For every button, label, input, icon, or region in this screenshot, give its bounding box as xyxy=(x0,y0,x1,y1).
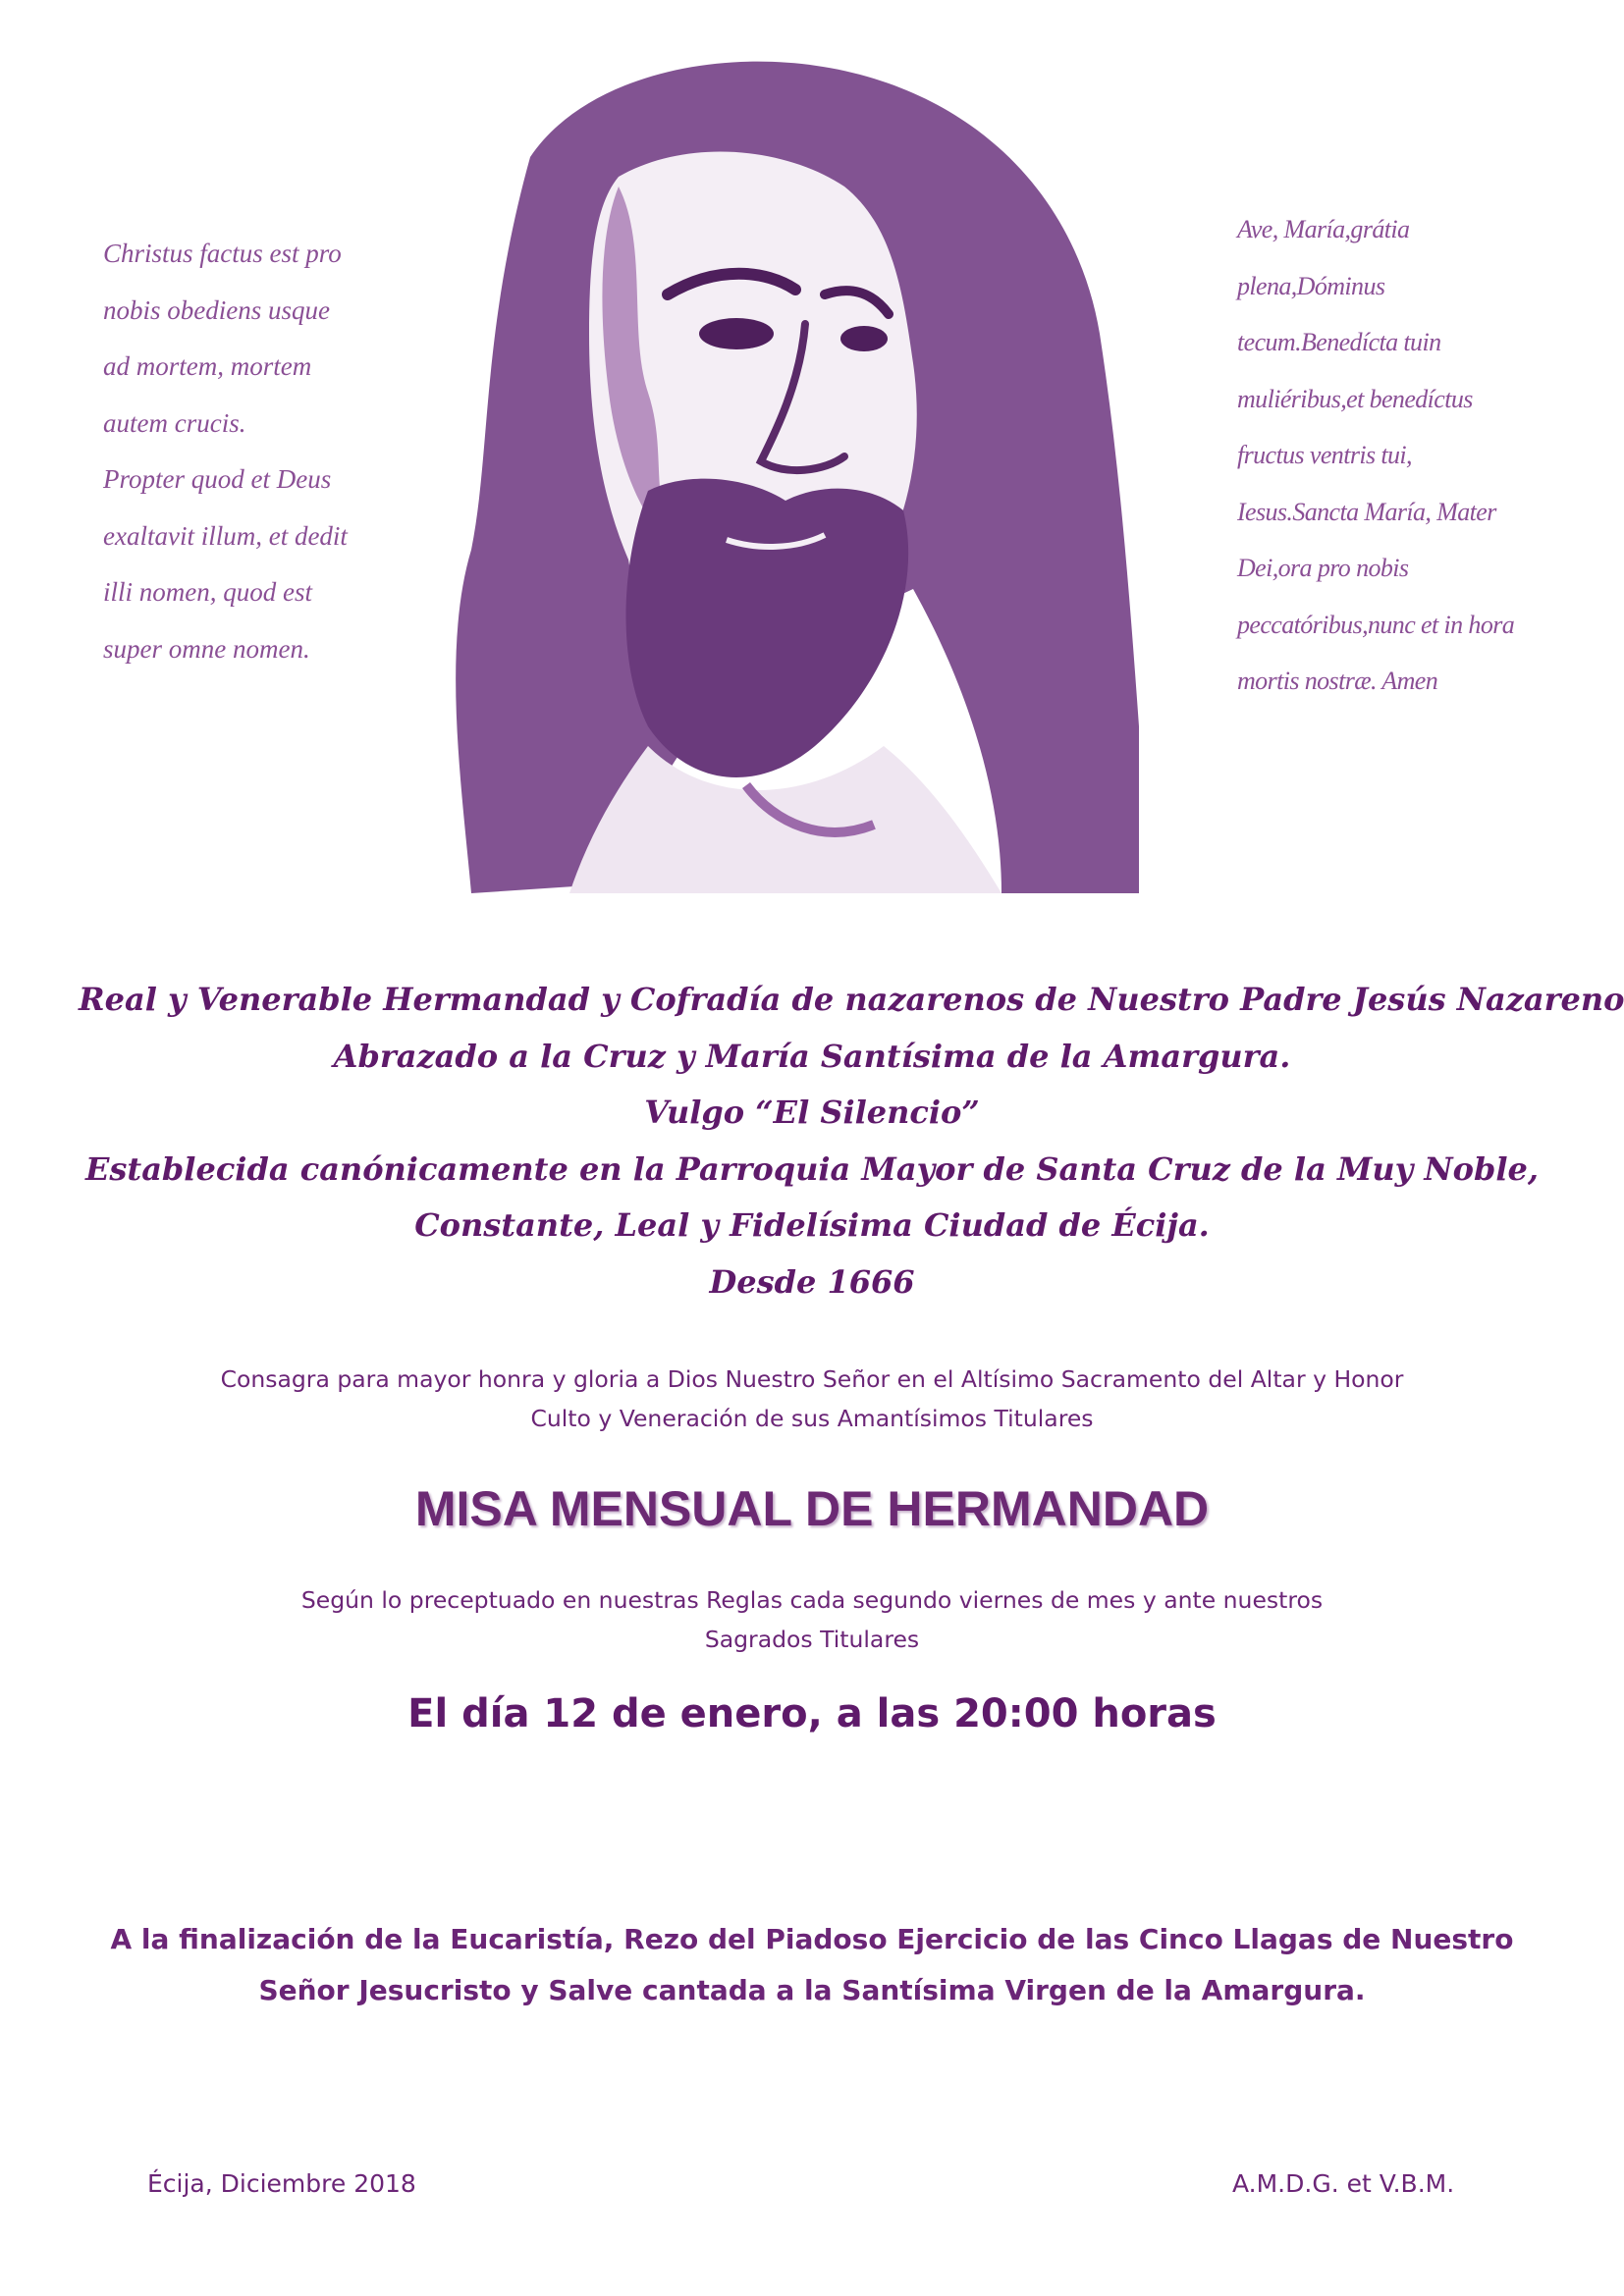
reglas-paragraph xyxy=(79,1580,1545,1659)
prayer-right-line: Dei,ora pro nobis xyxy=(1237,554,1409,582)
header-line: Constante, Leal y Fidelísima Ciudad de Écija. xyxy=(414,1206,1210,1244)
page-title: MISA MENSUAL DE HERMANDAD xyxy=(414,1481,1210,1536)
header-line: Desde 1666 xyxy=(709,1262,915,1301)
closing-paragraph xyxy=(79,1914,1545,2016)
footer-place-date: Écija, Diciembre 2018 xyxy=(147,2169,416,2198)
consagra-paragraph xyxy=(79,1360,1545,1438)
closing-line: A la finalización de la Eucaristía, Rezo del Piadoso Ejercicio de las Cinco Llagas de Nuestro xyxy=(110,1923,1514,1955)
prayer-left-line: autem crucis. xyxy=(103,407,246,438)
prayer-left-line: super omne nomen. xyxy=(103,633,310,664)
footer-motto: A.M.D.G. et V.B.M. xyxy=(1232,2169,1455,2198)
closing-line: Señor Jesucristo y Salve cantada a la Santísima Virgen de la Amargura. xyxy=(258,1974,1366,2006)
header-line: Vulgo “El Silencio” xyxy=(644,1094,980,1131)
prayer-left-line: exaltavit illum, et dedit xyxy=(103,520,348,551)
consagra-line: Culto y Veneración de sus Amantísimos Titulares xyxy=(530,1405,1094,1432)
prayer-right-line: peccatóribus,nunc et in hora xyxy=(1237,610,1515,639)
prayer-right-line: plena,Dóminus xyxy=(1237,271,1385,300)
reglas-line: Según lo preceptuado en nuestras Reglas cada segundo viernes de mes y ante nuestros xyxy=(300,1586,1324,1614)
event-date: El día 12 de enero, a las 20:00 horas xyxy=(407,1691,1217,1736)
prayer-right-line: muliéribus,et benedíctus xyxy=(1237,384,1473,413)
christ-portrait-image xyxy=(452,39,1139,893)
prayer-right-line: fructus ventris tui, xyxy=(1237,441,1412,469)
prayer-left-line: Propter quod et Deus xyxy=(103,464,332,494)
prayer-left xyxy=(103,226,437,677)
brotherhood-header xyxy=(79,972,1624,1310)
prayer-left-line: ad mortem, mortem xyxy=(103,351,312,381)
prayer-left-line: Christus factus est pro xyxy=(103,239,342,268)
prayer-left-line: nobis obediens usque xyxy=(103,294,330,325)
reglas-line: Sagrados Titulares xyxy=(704,1626,920,1653)
prayer-right-line: tecum.Benedícta tuin xyxy=(1237,328,1441,356)
prayer-left-line: illi nomen, quod est xyxy=(103,577,312,607)
prayer-right-line: Iesus.Sancta María, Mater xyxy=(1237,497,1496,526)
portrait-eye xyxy=(840,326,888,351)
header-line: Real y Venerable Hermandad y Cofradía de nazarenos de Nuestro Padre Jesús Nazareno xyxy=(79,981,1624,1018)
header-line: Abrazado a la Cruz y María Santísima de la Amargura. xyxy=(333,1037,1291,1075)
prayer-right xyxy=(1237,201,1581,710)
portrait-eye xyxy=(699,318,774,349)
consagra-line: Consagra para mayor honra y gloria a Dios Nuestro Señor en el Altísimo Sacramento del Altar y Honor xyxy=(220,1365,1404,1393)
prayer-right-line: Ave, María,grátia xyxy=(1237,215,1410,243)
prayer-right-line: mortis nostræ. Amen xyxy=(1237,667,1438,695)
header-line: Establecida canónicamente en la Parroquia Mayor de Santa Cruz de la Muy Noble, xyxy=(85,1149,1539,1188)
